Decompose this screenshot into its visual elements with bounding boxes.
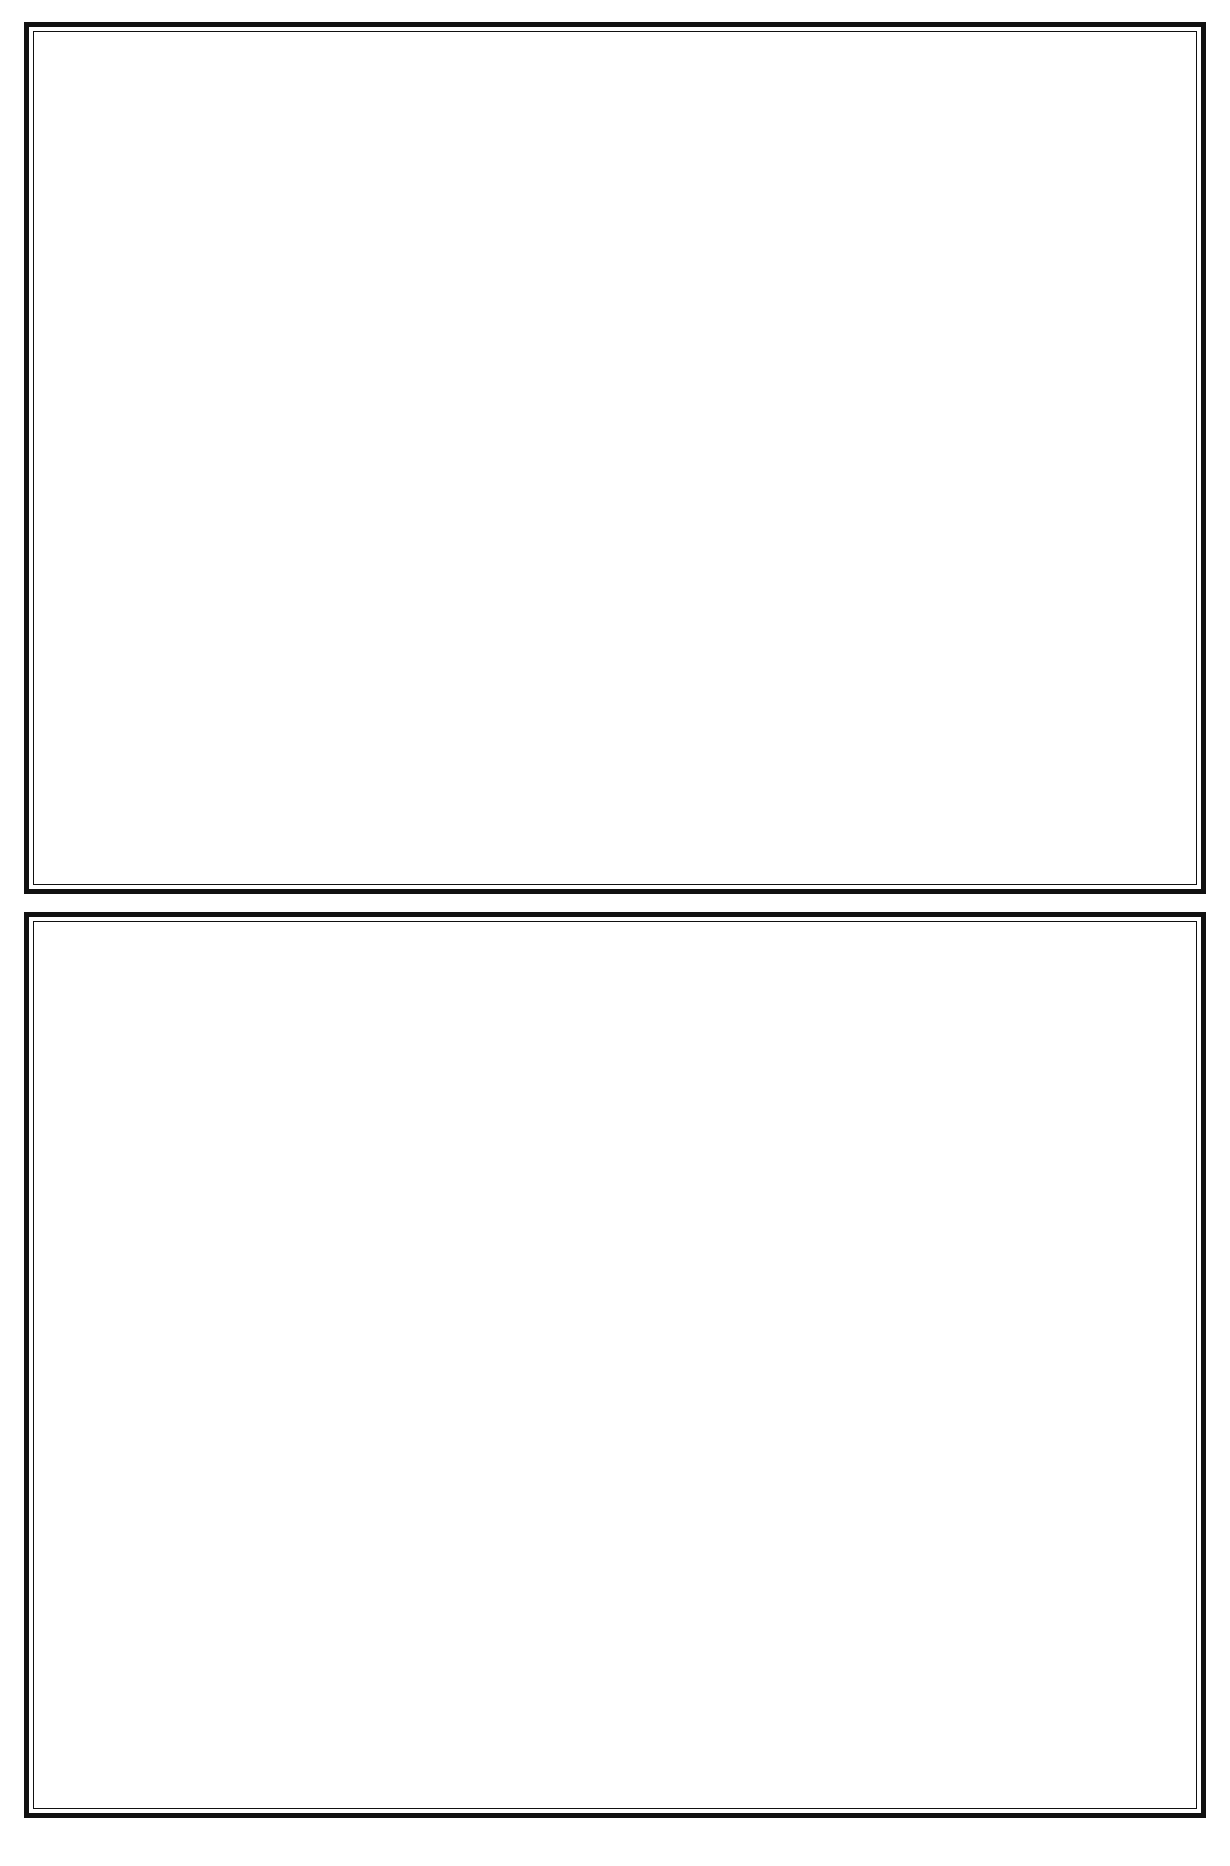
top-page-columns [35, 33, 1195, 883]
bottom-page-columns [35, 923, 1195, 1807]
top-page [24, 22, 1206, 894]
bottom-page [24, 912, 1206, 1818]
